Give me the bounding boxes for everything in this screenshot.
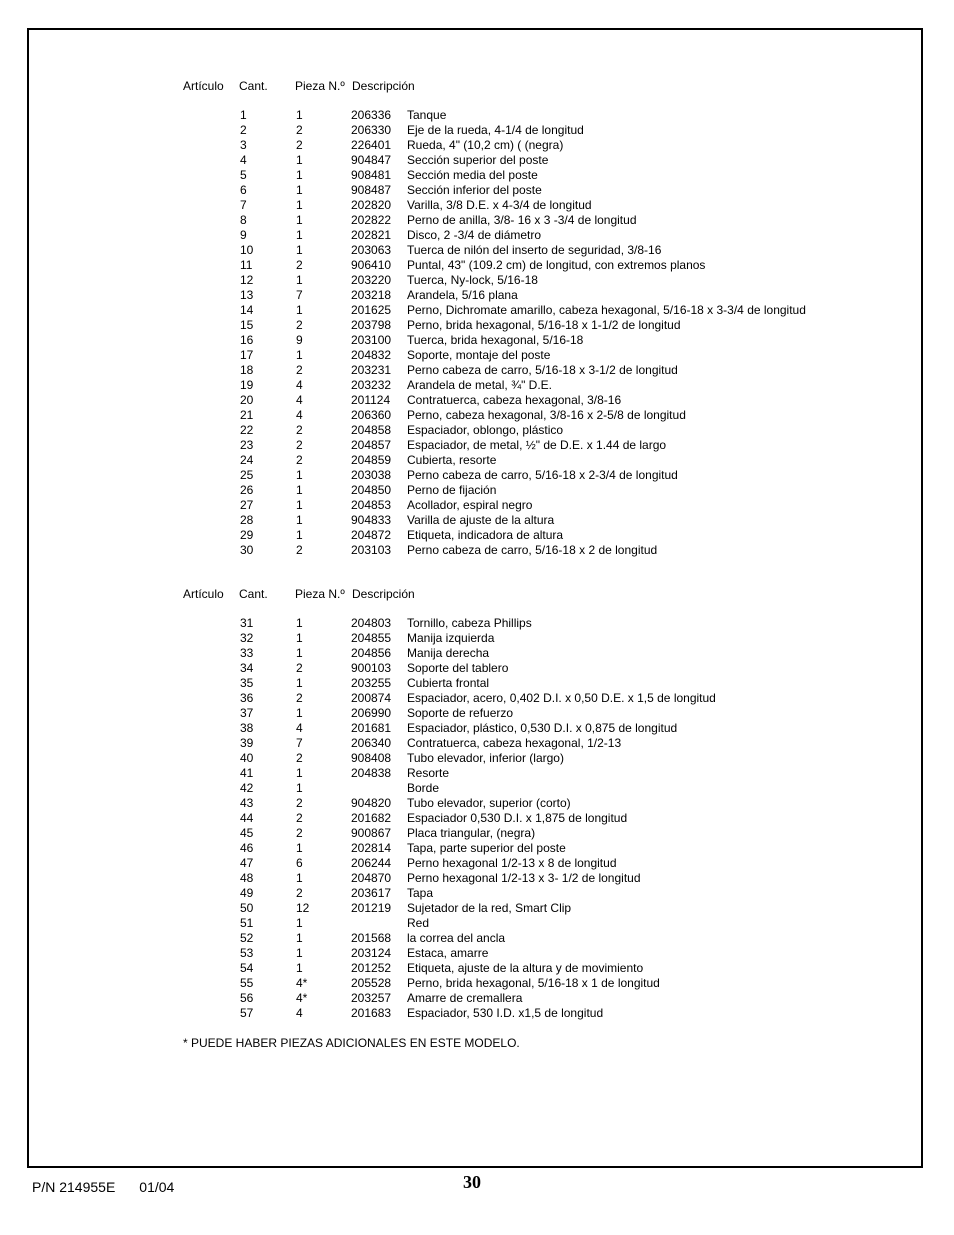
- item-number: 33: [240, 646, 254, 660]
- quantity: 1: [296, 483, 303, 497]
- part-number: 204803: [351, 616, 392, 630]
- quantity: 1: [296, 243, 303, 257]
- item-number: 54: [240, 961, 254, 975]
- quantity: 1: [296, 946, 303, 960]
- part-number: 202820: [351, 198, 392, 212]
- item-number: 31: [240, 616, 254, 630]
- description: Acollador, espiral negro: [407, 498, 533, 512]
- quantity: 12: [296, 901, 310, 915]
- quantity: 1: [296, 528, 303, 542]
- item-number: 9: [240, 228, 247, 242]
- part-number: 203103: [351, 543, 392, 557]
- description: la correa del ancla: [407, 931, 506, 945]
- description: Tuerca de nilón del inserto de seguridad, 3/8-16: [407, 243, 662, 257]
- quantity: 7: [296, 288, 303, 302]
- part-number: 204856: [351, 646, 392, 660]
- description: Arandela, 5/16 plana: [407, 288, 518, 302]
- page-number: 30: [463, 1172, 481, 1192]
- description: Sección media del poste: [407, 168, 538, 182]
- description: Espaciador 0,530 D.I. x 1,875 de longitud: [407, 811, 628, 825]
- quantity: 2: [296, 796, 303, 810]
- part-number: 204857: [351, 438, 392, 452]
- description: Perno de fijación: [407, 483, 497, 497]
- part-number: 204838: [351, 766, 392, 780]
- part-number: 206340: [351, 736, 392, 750]
- item-number: 20: [240, 393, 254, 407]
- quantity: 2: [296, 691, 303, 705]
- quantity: 2: [296, 318, 303, 332]
- item-number: 5: [240, 168, 247, 182]
- quantity: 1: [296, 303, 303, 317]
- quantity: 1: [296, 498, 303, 512]
- description: Tornillo, cabeza Phillips: [407, 616, 532, 630]
- part-number: 203218: [351, 288, 392, 302]
- header-cant: Cant.: [239, 79, 268, 93]
- item-number: 28: [240, 513, 254, 527]
- description: Contratuerca, cabeza hexagonal, 1/2-13: [407, 736, 622, 750]
- part-number: 201683: [351, 1006, 392, 1020]
- description: Perno cabeza de carro, 5/16-18 x 2-3/4 de longitud: [407, 468, 678, 482]
- part-number: 206360: [351, 408, 392, 422]
- footnote: * PUEDE HABER PIEZAS ADICIONALES EN ESTE MODELO.: [183, 1036, 520, 1050]
- item-number: 42: [240, 781, 254, 795]
- part-number: 204858: [351, 423, 392, 437]
- item-number: 37: [240, 706, 254, 720]
- quantity: 1: [296, 766, 303, 780]
- item-number: 41: [240, 766, 254, 780]
- description: Tuerca, Ny-lock, 5/16-18: [407, 273, 538, 287]
- item-number: 6: [240, 183, 247, 197]
- description: Espaciador, plástico, 0,530 D.I. x 0,875 de longitud: [407, 721, 678, 735]
- quantity: 4*: [296, 991, 308, 1005]
- quantity: 1: [296, 108, 303, 122]
- item-number: 3: [240, 138, 247, 152]
- date: 01/04: [139, 1179, 175, 1195]
- description: Eje de la rueda, 4-1/4 de longitud: [407, 123, 584, 137]
- part-number: 201252: [351, 961, 392, 975]
- quantity: 2: [296, 363, 303, 377]
- description: Placa triangular, (negra): [407, 826, 536, 840]
- part-number: 202822: [351, 213, 392, 227]
- quantity: 1: [296, 961, 303, 975]
- item-number: 35: [240, 676, 254, 690]
- description: Borde: [407, 781, 440, 795]
- description: Perno, cabeza hexagonal, 3/8-16 x 2-5/8 de longitud: [407, 408, 686, 422]
- description: Cubierta frontal: [407, 676, 490, 690]
- quantity: 2: [296, 826, 303, 840]
- item-number: 17: [240, 348, 254, 362]
- quantity: 1: [296, 841, 303, 855]
- quantity: 1: [296, 468, 303, 482]
- description: Perno cabeza de carro, 5/16-18 x 3-1/2 de longitud: [407, 363, 678, 377]
- part-number: 202821: [351, 228, 392, 242]
- description: Tubo elevador, superior (corto): [407, 796, 571, 810]
- quantity: 4*: [296, 976, 308, 990]
- description: Perno cabeza de carro, 5/16-18 x 2 de longitud: [407, 543, 658, 557]
- item-number: 26: [240, 483, 254, 497]
- part-number: P/N 214955E: [32, 1179, 116, 1195]
- quantity: 9: [296, 333, 303, 347]
- part-number: 203124: [351, 946, 392, 960]
- quantity: 6: [296, 856, 303, 870]
- part-number: 908487: [351, 183, 392, 197]
- part-number: 908481: [351, 168, 392, 182]
- part-number: 204855: [351, 631, 392, 645]
- quantity: 1: [296, 916, 303, 930]
- part-number: 203232: [351, 378, 392, 392]
- item-number: 16: [240, 333, 254, 347]
- quantity: 1: [296, 348, 303, 362]
- item-number: 45: [240, 826, 254, 840]
- part-number: 206244: [351, 856, 392, 870]
- description: Varilla de ajuste de la altura: [407, 513, 555, 527]
- part-number-footer: [32, 1179, 174, 1195]
- quantity: 1: [296, 931, 303, 945]
- part-number: 202814: [351, 841, 392, 855]
- quantity: 1: [296, 631, 303, 645]
- description: Espaciador, oblongo, plástico: [407, 423, 564, 437]
- quantity: 1: [296, 676, 303, 690]
- part-number: 900103: [351, 661, 392, 675]
- description: Cubierta, resorte: [407, 453, 497, 467]
- description: Arandela de metal, ¾" D.E.: [407, 378, 553, 392]
- quantity: 1: [296, 228, 303, 242]
- item-number: 25: [240, 468, 254, 482]
- item-number: 48: [240, 871, 254, 885]
- header-cant: Cant.: [239, 587, 268, 601]
- description: Soporte, montaje del poste: [407, 348, 551, 362]
- part-number: 226401: [351, 138, 392, 152]
- quantity: 1: [296, 213, 303, 227]
- item-number: 4: [240, 153, 247, 167]
- header-pieza: Pieza N.º: [295, 587, 345, 601]
- item-number: 7: [240, 198, 247, 212]
- part-number: 204850: [351, 483, 392, 497]
- part-number: 206330: [351, 123, 392, 137]
- quantity: 2: [296, 423, 303, 437]
- item-number: 27: [240, 498, 254, 512]
- part-number: 906410: [351, 258, 392, 272]
- item-number: 40: [240, 751, 254, 765]
- description: Perno de anilla, 3/8- 16 x 3 -3/4 de longitud: [407, 213, 637, 227]
- description: Perno, brida hexagonal, 5/16-18 x 1-1/2 de longitud: [407, 318, 681, 332]
- quantity: 2: [296, 811, 303, 825]
- part-number: 200874: [351, 691, 392, 705]
- item-number: 21: [240, 408, 254, 422]
- item-number: 39: [240, 736, 254, 750]
- header-articulo: Artículo: [183, 587, 224, 601]
- header-descripcion: Descripción: [352, 587, 415, 601]
- item-number: 36: [240, 691, 254, 705]
- quantity: 4: [296, 408, 303, 422]
- description: Puntal, 43" (109.2 cm) de longitud, con extremos planos: [407, 258, 706, 272]
- item-number: 49: [240, 886, 254, 900]
- part-number: 204853: [351, 498, 392, 512]
- item-number: 15: [240, 318, 254, 332]
- quantity: 1: [296, 646, 303, 660]
- description: Sujetador de la red, Smart Clip: [407, 901, 572, 915]
- description: Tubo elevador, inferior (largo): [407, 751, 564, 765]
- quantity: 2: [296, 751, 303, 765]
- part-number: 203063: [351, 243, 392, 257]
- description: Espaciador, de metal, ½" de D.E. x 1.44 de largo: [407, 438, 667, 452]
- part-number: 203257: [351, 991, 392, 1005]
- description: Sección superior del poste: [407, 153, 549, 167]
- description: Perno, brida hexagonal, 5/16-18 x 1 de longitud: [407, 976, 660, 990]
- quantity: 1: [296, 153, 303, 167]
- part-number: 203798: [351, 318, 392, 332]
- description: Soporte del tablero: [407, 661, 509, 675]
- quantity: 2: [296, 123, 303, 137]
- quantity: 1: [296, 513, 303, 527]
- part-number: 204832: [351, 348, 392, 362]
- description: Etiqueta, indicadora de altura: [407, 528, 564, 542]
- item-number: 30: [240, 543, 254, 557]
- item-number: 29: [240, 528, 254, 542]
- item-number: 34: [240, 661, 254, 675]
- quantity: 1: [296, 871, 303, 885]
- description: Manija derecha: [407, 646, 490, 660]
- part-number: 201625: [351, 303, 392, 317]
- item-number: 44: [240, 811, 254, 825]
- description: Tanque: [407, 108, 447, 122]
- item-number: 47: [240, 856, 254, 870]
- quantity: 4: [296, 393, 303, 407]
- part-number: 203100: [351, 333, 392, 347]
- item-number: 12: [240, 273, 254, 287]
- item-number: 32: [240, 631, 254, 645]
- description: Amarre de cremallera: [407, 991, 523, 1005]
- item-number: 46: [240, 841, 254, 855]
- description: Etiqueta, ajuste de la altura y de movimiento: [407, 961, 644, 975]
- part-number: 203038: [351, 468, 392, 482]
- description: Contratuerca, cabeza hexagonal, 3/8-16: [407, 393, 622, 407]
- part-number: 904847: [351, 153, 392, 167]
- part-number: 203255: [351, 676, 392, 690]
- description: Manija izquierda: [407, 631, 495, 645]
- quantity: 1: [296, 198, 303, 212]
- item-number: 22: [240, 423, 254, 437]
- quantity: 4: [296, 721, 303, 735]
- part-number: 204870: [351, 871, 392, 885]
- item-number: 18: [240, 363, 254, 377]
- quantity: 4: [296, 378, 303, 392]
- quantity: 2: [296, 543, 303, 557]
- item-number: 38: [240, 721, 254, 735]
- quantity: 1: [296, 183, 303, 197]
- quantity: 1: [296, 273, 303, 287]
- quantity: 7: [296, 736, 303, 750]
- quantity: 2: [296, 661, 303, 675]
- header-descripcion: Descripción: [352, 79, 415, 93]
- quantity: 1: [296, 781, 303, 795]
- part-number: 908408: [351, 751, 392, 765]
- part-number: 201124: [351, 393, 391, 407]
- description: Perno hexagonal 1/2-13 x 3- 1/2 de longitud: [407, 871, 641, 885]
- item-number: 43: [240, 796, 254, 810]
- description: Varilla, 3/8 D.E. x 4-3/4 de longitud: [407, 198, 592, 212]
- part-number: 201682: [351, 811, 392, 825]
- part-number: 904833: [351, 513, 392, 527]
- item-number: 23: [240, 438, 254, 452]
- part-number: 205528: [351, 976, 392, 990]
- description: Soporte de refuerzo: [407, 706, 514, 720]
- item-number: 24: [240, 453, 254, 467]
- description: Red: [407, 916, 430, 930]
- part-number: 206336: [351, 108, 392, 122]
- quantity: 2: [296, 438, 303, 452]
- quantity: 1: [296, 168, 303, 182]
- part-number: 201681: [351, 721, 392, 735]
- part-number: 201568: [351, 931, 392, 945]
- part-number: 904820: [351, 796, 392, 810]
- description: Espaciador, acero, 0,402 D.I. x 0,50 D.E. x 1,5 de longitud: [407, 691, 716, 705]
- item-number: 14: [240, 303, 254, 317]
- part-number: 900867: [351, 826, 392, 840]
- part-number: 201219: [351, 901, 392, 915]
- item-number: 50: [240, 901, 254, 915]
- description: Tapa, parte superior del poste: [407, 841, 566, 855]
- item-number: 52: [240, 931, 254, 945]
- part-number: 204859: [351, 453, 392, 467]
- part-number: 203231: [351, 363, 392, 377]
- item-number: 51: [240, 916, 254, 930]
- description: Tuerca, brida hexagonal, 5/16-18: [407, 333, 584, 347]
- quantity: 1: [296, 706, 303, 720]
- quantity: 1: [296, 616, 303, 630]
- description: Disco, 2 -3/4 de diámetro: [407, 228, 542, 242]
- item-number: 57: [240, 1006, 254, 1020]
- quantity: 2: [296, 886, 303, 900]
- description: Rueda, 4" (10,2 cm) ( (negra): [407, 138, 564, 152]
- description: Perno hexagonal 1/2-13 x 8 de longitud: [407, 856, 617, 870]
- description: Perno, Dichromate amarillo, cabeza hexagonal, 5/16-18 x 3-3/4 de longitud: [407, 303, 806, 317]
- header-articulo: Artículo: [183, 79, 224, 93]
- item-number: 19: [240, 378, 254, 392]
- item-number: 10: [240, 243, 254, 257]
- part-number: 206990: [351, 706, 392, 720]
- quantity: 2: [296, 453, 303, 467]
- quantity: 4: [296, 1006, 303, 1020]
- item-number: 56: [240, 991, 254, 1005]
- description: Resorte: [407, 766, 450, 780]
- part-number: 203617: [351, 886, 392, 900]
- part-number: 203220: [351, 273, 392, 287]
- description: Estaca, amarre: [407, 946, 489, 960]
- item-number: 55: [240, 976, 254, 990]
- header-pieza: Pieza N.º: [295, 79, 345, 93]
- item-number: 2: [240, 123, 247, 137]
- description: Sección inferior del poste: [407, 183, 542, 197]
- description: Tapa: [407, 886, 434, 900]
- quantity: 2: [296, 138, 303, 152]
- description: Espaciador, 530 I.D. x1,5 de longitud: [407, 1006, 604, 1020]
- item-number: 13: [240, 288, 254, 302]
- quantity: 2: [296, 258, 303, 272]
- item-number: 11: [240, 258, 253, 272]
- item-number: 53: [240, 946, 254, 960]
- item-number: 1: [240, 108, 247, 122]
- part-number: 204872: [351, 528, 392, 542]
- item-number: 8: [240, 213, 247, 227]
